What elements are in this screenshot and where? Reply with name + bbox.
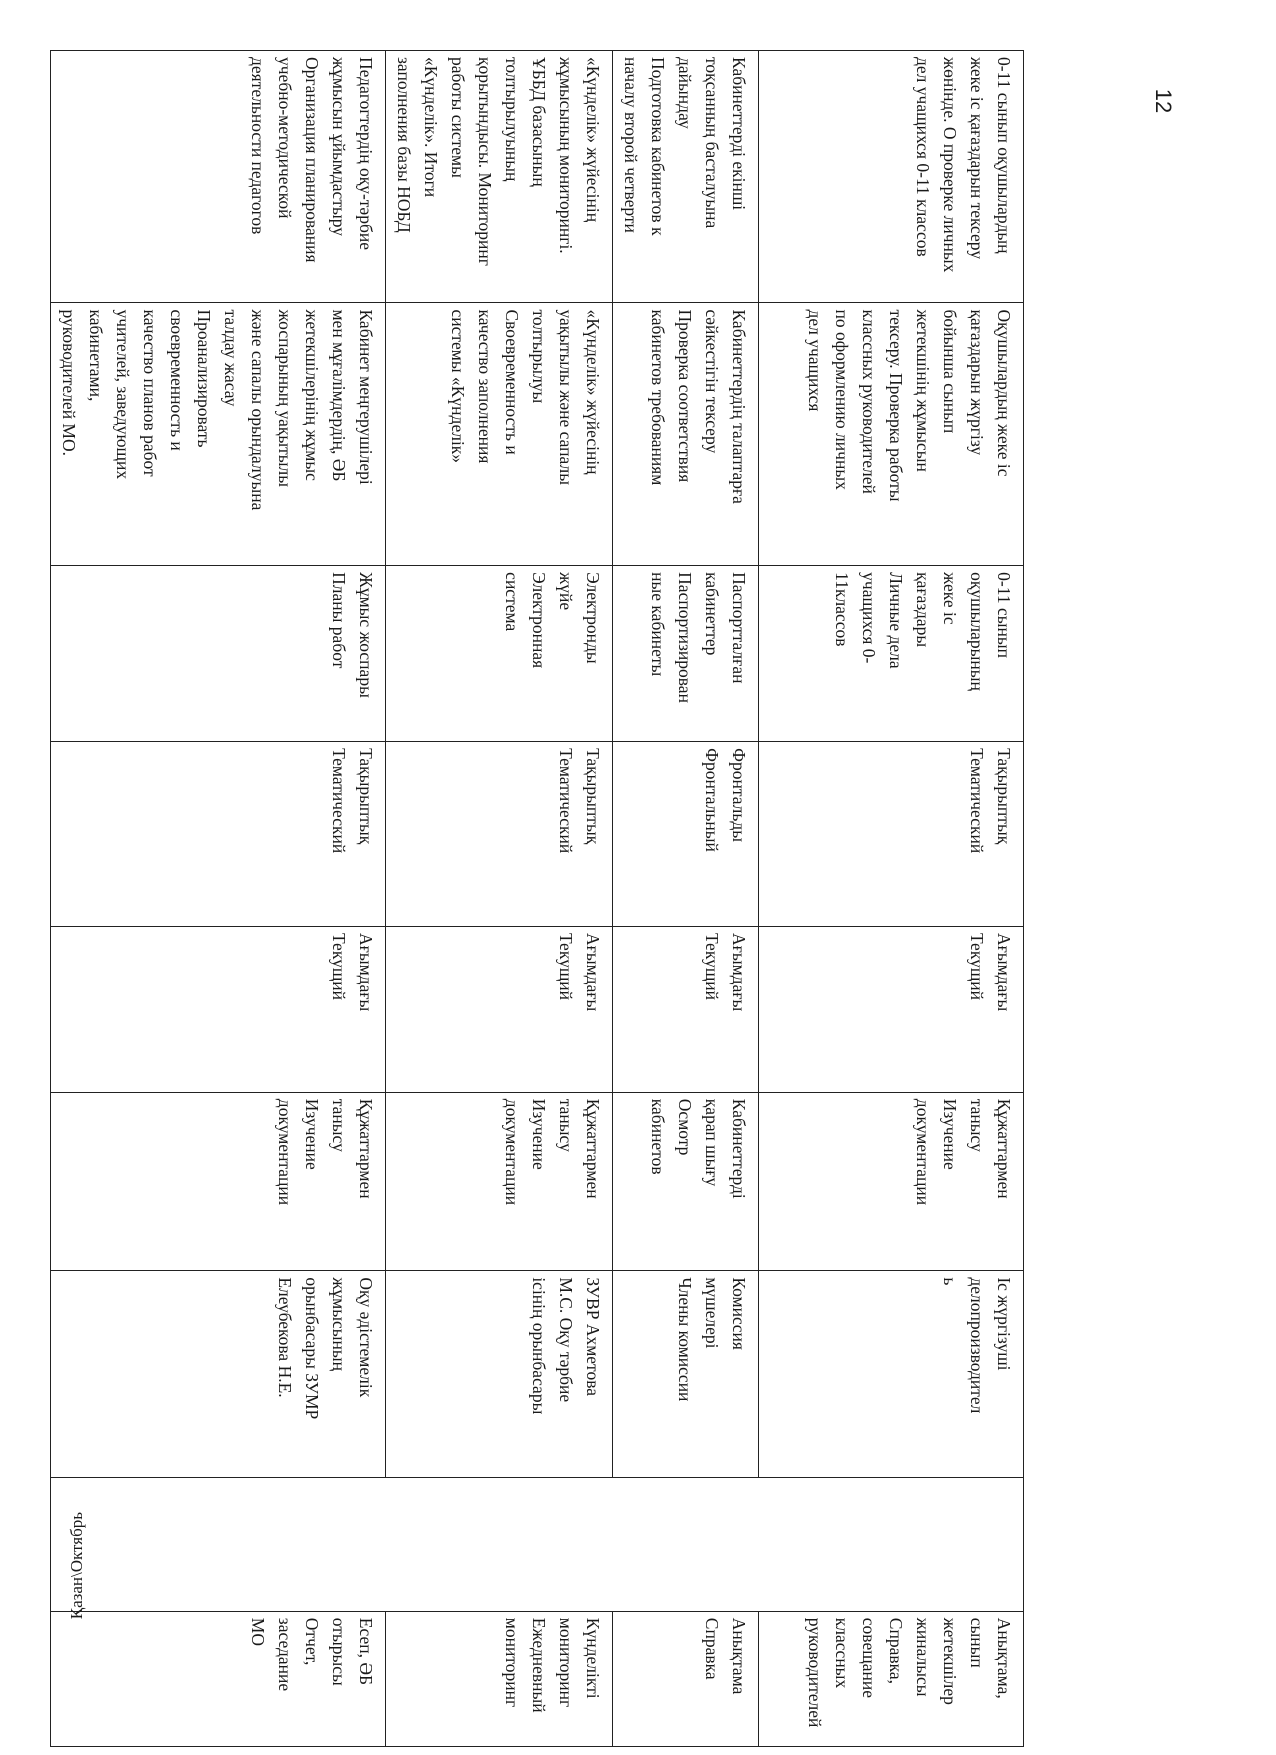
topic-text: жөнінде. О проверке личных: [940, 57, 960, 273]
goal-text: Кабинеттердің талаптарға: [729, 309, 749, 504]
goal-text: качество заполнения: [475, 309, 495, 464]
goal-text: мен мұғалімдердің, ӘБ: [329, 309, 349, 482]
cell-form: [613, 927, 759, 1093]
method-text: документации: [275, 1098, 295, 1206]
goal-text: качество планов работ: [140, 309, 160, 477]
cell-topic: [386, 51, 613, 303]
topic-text: заполнения базы НОБД: [394, 57, 414, 233]
cell-method: [386, 1092, 613, 1271]
goal-text: бойынша сынып: [940, 309, 960, 434]
goal-text: кабинетами,: [86, 309, 106, 402]
type-text: Тематический: [556, 748, 576, 854]
method-text: танысу: [556, 1098, 576, 1152]
goal-text: кабинетов требованиям: [648, 309, 668, 486]
responsible-text: делопроизводител: [967, 1277, 987, 1414]
goal-text: Кабинет меңгерушілері: [356, 309, 376, 485]
topic-text: Подготовка кабинетов к: [648, 57, 668, 236]
responsible-text: Іс жүргізуші: [994, 1277, 1014, 1371]
goal-text: Проанализировать: [194, 309, 214, 448]
goal-text: толтырылуы: [529, 309, 549, 404]
method-text: танысу: [329, 1098, 349, 1152]
method-text: документации: [502, 1098, 522, 1206]
cell-goal: [759, 303, 1024, 566]
topic-text: жұмысының мониторингі.: [556, 57, 576, 254]
result-text: руководителей: [805, 1617, 825, 1728]
form-text: Текущий: [329, 933, 349, 1001]
goal-text: және сапалы орындалуына: [248, 309, 268, 511]
cell-responsible: [759, 1271, 1024, 1478]
object-text: жеке іс: [940, 572, 960, 625]
form-text: Текущий: [556, 933, 576, 1001]
goal-text: руководителей МО.: [59, 309, 79, 457]
object-text: қағаздары: [913, 572, 933, 648]
result-text: мониторинг: [502, 1617, 522, 1708]
type-text: Тематический: [329, 748, 349, 854]
responsible-text: ісінің орынбасары: [529, 1277, 549, 1415]
form-text: Текущий: [702, 933, 722, 1001]
cell-method: [759, 1092, 1024, 1271]
cell-month: [51, 1477, 1024, 1619]
cell-goal: [386, 303, 613, 566]
table-row: [759, 51, 1024, 1747]
object-text: Жұмыс жоспары: [356, 572, 376, 698]
cell-form: [386, 927, 613, 1093]
topic-text: началу второй четверти: [621, 57, 641, 233]
goal-text: талдау жасау: [221, 309, 241, 407]
responsible-text: Комиссия: [729, 1277, 749, 1350]
method-text: Құжаттармен: [583, 1098, 603, 1199]
cell-type: [759, 742, 1024, 927]
goal-text: уақытылы және сапалы: [556, 309, 576, 485]
result-text: Анықтама: [729, 1617, 749, 1695]
goal-text: Оқушылардың жеке іс: [994, 309, 1014, 477]
method-text: документации: [913, 1098, 933, 1206]
topic-text: тоқсанның басталуына: [702, 57, 722, 229]
object-text: Паспортизирован: [675, 572, 695, 703]
cell-result: [51, 1611, 386, 1746]
type-text: Тақырыптық: [356, 748, 376, 845]
result-text: Анықтама,: [994, 1617, 1014, 1699]
result-text: Есеп, ӘБ: [356, 1617, 376, 1686]
method-text: Изучение: [529, 1098, 549, 1170]
form-text: Ағымдағы: [583, 933, 603, 1012]
result-text: жиналысы: [913, 1617, 933, 1697]
type-text: Тематический: [967, 748, 987, 854]
goal-text: жетекшілерінің жұмыс: [302, 309, 322, 481]
month-label: Қазан\Октябрь: [67, 1511, 86, 1619]
control-plan-table: [50, 50, 1024, 1747]
cell-topic: [613, 51, 759, 303]
result-text: жетекшілер: [940, 1617, 960, 1705]
object-text: 11классов: [832, 572, 852, 647]
goal-text: дел учащихся: [805, 309, 825, 412]
object-text: система: [502, 572, 522, 632]
responsible-text: орынбасары ЗУМР: [302, 1277, 322, 1420]
responsible-text: М.С. Оқу тәрбие: [556, 1277, 576, 1403]
method-text: қарап шығу: [702, 1098, 722, 1187]
method-text: Изучение: [940, 1098, 960, 1170]
cell-result: [613, 1611, 759, 1746]
cell-result: [386, 1611, 613, 1746]
cell-method: [51, 1092, 386, 1271]
method-text: кабинетов: [648, 1098, 668, 1175]
topic-text: қорытындысы. Мониторинг: [475, 57, 495, 266]
result-text: Отчет, заседание: [275, 1617, 322, 1692]
goal-text: классных руководителей: [859, 309, 879, 494]
cell-topic: [759, 51, 1024, 303]
object-text: оқушыларының: [967, 572, 987, 691]
responsible-text: жұмысының: [329, 1277, 349, 1371]
result-text: сынып: [967, 1617, 987, 1668]
method-text: Осмотр: [675, 1098, 695, 1156]
goal-text: по оформлению личных: [832, 309, 852, 490]
goal-text: Своевременность и: [502, 309, 522, 455]
topic-text: толтырылуының: [502, 57, 522, 182]
method-text: танысу: [967, 1098, 987, 1152]
topic-text: дел учащихся 0-11 классов: [913, 57, 933, 257]
cell-responsible: [613, 1271, 759, 1478]
responsible-text: Оқу әдістемелік: [356, 1277, 376, 1398]
responsible-text: Елеубекова Н.Е.: [275, 1277, 295, 1398]
object-text: ные кабинеты: [648, 572, 668, 677]
goal-text: Проверка соответствия: [675, 309, 695, 483]
rotated-table-container: [59, 50, 1024, 1747]
topic-text: работы системы: [448, 57, 468, 178]
goal-text: «Күнделік» жүйесінің: [583, 309, 603, 475]
cell-object: [386, 566, 613, 742]
topic-text: Педагогтердің оқу-тәрбие: [356, 57, 376, 250]
type-text: Тақырыптық: [583, 748, 603, 845]
method-text: Құжаттармен: [356, 1098, 376, 1199]
cell-object: [759, 566, 1024, 742]
responsible-text: мүшелері: [702, 1277, 722, 1349]
cell-responsible: [386, 1271, 613, 1478]
type-text: Фронтальный: [702, 748, 722, 852]
cell-responsible: [51, 1271, 386, 1478]
topic-text: Организация планирования: [302, 57, 322, 263]
object-text: кабинеттер: [702, 572, 722, 656]
topic-text: жұмысын ұйымдастыру: [329, 57, 349, 236]
cell-goal: [51, 303, 386, 566]
object-text: жүйе: [556, 572, 576, 611]
topic-text: 0-11 сынып оқушылардың: [994, 57, 1014, 254]
object-text: Личные дела: [886, 572, 906, 669]
object-text: Электронная: [529, 572, 549, 669]
form-text: Ағымдағы: [356, 933, 376, 1012]
cell-type: [51, 742, 386, 927]
cell-form: [759, 927, 1024, 1093]
cell-goal: [613, 303, 759, 566]
cell-type: [386, 742, 613, 927]
method-text: Кабинеттерді: [729, 1098, 749, 1199]
goal-text: сәйкестігін тексеру: [702, 309, 722, 454]
result-text: МО: [248, 1617, 268, 1646]
page-number: 12: [1151, 88, 1177, 114]
goal-text: жоспарының уақытылы: [275, 309, 295, 488]
result-text: классных: [832, 1617, 852, 1689]
responsible-text: ь: [940, 1277, 960, 1286]
cell-object: [51, 566, 386, 742]
method-text: Құжаттармен: [994, 1098, 1014, 1199]
form-text: Ағымдағы: [729, 933, 749, 1012]
goal-text: тексеру. Проверка работы: [886, 309, 906, 502]
object-text: Электронды: [583, 572, 603, 664]
topic-text: учебно-методической: [275, 57, 295, 219]
cell-method: [613, 1092, 759, 1271]
object-text: Планы работ: [329, 572, 349, 669]
topic-text: «Күнделік». Итоги: [421, 57, 441, 198]
type-text: Тақырыптық: [994, 748, 1014, 845]
cell-object: [613, 566, 759, 742]
responsible-text: ЗУВР Ахметова: [583, 1277, 603, 1397]
object-text: учащихся 0-: [859, 572, 879, 664]
topic-text: деятельности педагогов: [248, 57, 268, 235]
goal-text: қағаздарын жүргізу: [967, 309, 987, 456]
topic-text: ҰББД базасының: [529, 57, 549, 187]
result-text: совещание: [859, 1617, 879, 1698]
object-text: 0-11 сынып: [994, 572, 1014, 658]
result-text: мониторинг: [556, 1617, 576, 1708]
result-text: Ежедневный: [529, 1617, 549, 1713]
cell-result: [759, 1611, 1024, 1746]
object-text: Паспортталған: [729, 572, 749, 684]
topic-text: дайындау: [675, 57, 695, 129]
result-text: Справка,: [886, 1617, 906, 1684]
result-text: отырысы: [329, 1617, 349, 1686]
method-text: Изучение: [302, 1098, 322, 1170]
goal-text: системы «Күнделік»: [448, 309, 468, 464]
topic-text: жеке іс қағаздарын тексеру: [967, 57, 987, 260]
cell-topic: [51, 51, 386, 303]
goal-text: жетекшінің жұмысын: [913, 309, 933, 472]
result-text: Күнделікті: [583, 1617, 603, 1699]
form-text: Ағымдағы: [994, 933, 1014, 1012]
topic-text: «Күнделік» жүйесінің: [583, 57, 603, 223]
goal-text: своевременность и: [167, 309, 187, 451]
cell-form: [51, 927, 386, 1093]
form-text: Текущий: [967, 933, 987, 1001]
cell-type: [613, 742, 759, 927]
topic-text: Кабинеттерді екінші: [729, 57, 749, 211]
responsible-text: Члены комиссии: [675, 1277, 695, 1402]
result-text: Справка: [702, 1617, 722, 1680]
goal-text: учителей, заведующих: [113, 309, 133, 480]
type-text: Фронтальды: [729, 748, 749, 842]
